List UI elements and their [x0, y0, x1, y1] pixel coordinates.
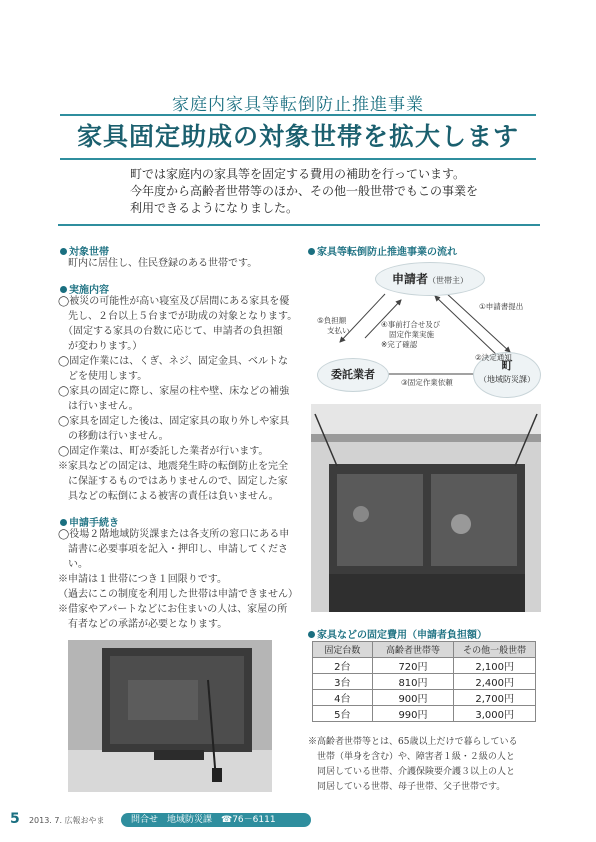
issue-label: 2013. 7. 広報おやま — [28, 816, 105, 825]
text-line: 請書に必要事項を記入・押印し、申請してくださ — [58, 544, 288, 555]
tv-photo — [68, 640, 272, 792]
text-line: 先し、２台以上５台までが助成の対象となります。 — [58, 311, 298, 322]
text-line: の移動は行いません。 — [58, 431, 169, 442]
cabinet-photo — [311, 404, 541, 612]
text-line: ◯役場２階地域防災課または各支所の窓口にある申 — [58, 529, 290, 540]
text-line: 世帯（単身を含む）や、障害者１級・２級の人と — [308, 752, 515, 762]
text-line: ※高齢者世帯等とは、65歳以上だけで暮らしている — [308, 737, 518, 747]
bullet-icon — [60, 519, 67, 526]
table-cell: 900円 — [372, 690, 454, 706]
text-line: ◯家具の固定に際し、家屋の柱や壁、床などの補強 — [58, 386, 290, 397]
step3-label: ③固定作業依頼 — [401, 378, 453, 387]
table-row — [313, 690, 536, 706]
bullet-icon — [308, 631, 315, 638]
apply-text — [58, 527, 298, 632]
apply-heading: 申請手続き — [60, 514, 119, 529]
applicant-node: 申請者（世帯主） — [375, 262, 485, 296]
text-line: ※申請は１世帯につき１回限りです。 — [58, 574, 227, 585]
step2-label: ②決定通知 — [475, 353, 512, 362]
fee-table — [312, 641, 536, 722]
intro-line: 利用できるようになりました。 — [130, 201, 299, 215]
cabinet-illustration — [311, 404, 541, 612]
page-subtitle: 家庭内家具等転倒防止推進事業 — [172, 95, 424, 115]
table-cell: 2,100円 — [454, 658, 536, 674]
table-cell: 3,000円 — [454, 706, 536, 722]
contractor-node: 委託業者 — [317, 358, 389, 392]
table-cell: 990円 — [372, 706, 454, 722]
column-header: 高齢者世帯等 — [372, 642, 454, 658]
text-line: （過去にこの制度を利用した世帯は申請できません） — [58, 589, 298, 600]
tv-illustration — [68, 640, 272, 792]
intro-text — [130, 166, 530, 217]
bullet-icon — [60, 248, 67, 255]
text-line: ※家具などの固定は、地震発生時の転倒防止を完全 — [58, 461, 288, 472]
fee-heading: 家具などの固定費用（申請者負担額） — [308, 626, 487, 641]
table-cell: 2,700円 — [454, 690, 536, 706]
column-header: その他一般世帯 — [454, 642, 536, 658]
table-cell: 2,400円 — [454, 674, 536, 690]
table-row — [313, 706, 536, 722]
text-line: い。 — [58, 559, 88, 570]
content-heading: 実施内容 — [60, 281, 109, 296]
text-line: （固定する家具の台数に応じて、申請者の負担額 — [58, 326, 283, 337]
step5-label: ⑤負担額 支払い — [317, 316, 350, 335]
text-line: 同居している世帯、介護保険要介護３以上の人と — [308, 767, 516, 777]
table-row — [313, 658, 536, 674]
text-line: は行いません。 — [58, 401, 139, 412]
text-line: に保証するものではありませんので、固定した家 — [58, 476, 288, 487]
table-cell: 2台 — [313, 658, 373, 674]
bullet-icon — [308, 248, 315, 255]
text-line: が変わります。） — [58, 341, 143, 352]
table-cell: 3台 — [313, 674, 373, 690]
fee-notes — [308, 735, 517, 795]
table-cell: 720円 — [372, 658, 454, 674]
target-text — [60, 256, 257, 271]
text-line: 町内に居住し、住民登録のある世帯です。 — [68, 258, 258, 269]
target-heading: 対象世帯 — [60, 243, 109, 258]
table-row — [313, 674, 536, 690]
text-line: 有者などの承諾が必要となります。 — [58, 619, 228, 630]
table-cell: 4台 — [313, 690, 373, 706]
text-line: 同居している世帯、母子世帯、父子世帯です。 — [308, 782, 506, 792]
page-title: 家具固定助成の対象世帯を拡大します — [60, 114, 536, 160]
table-cell: 810円 — [372, 674, 454, 690]
content-text — [58, 294, 297, 504]
step1-label: ①申請書提出 — [479, 302, 524, 311]
text-line: ◯固定作業は、町が委託した業者が行います。 — [58, 446, 269, 457]
table-header-row — [313, 642, 536, 658]
contact-bar: 問合せ 地域防災課 ☎76－6111 — [121, 813, 311, 827]
text-line: 具などの転倒による被害の責任は負いません。 — [58, 491, 279, 502]
bullet-icon — [60, 286, 67, 293]
flow-diagram — [305, 258, 545, 408]
column-header: 固定台数 — [313, 642, 373, 658]
text-line: ◯被災の可能性が高い寝室及び居間にある家具を優 — [58, 296, 290, 307]
footer — [10, 811, 105, 827]
table-cell: 5台 — [313, 706, 373, 722]
text-line: ◯固定作業には、くぎ、ネジ、固定金具、ベルトな — [58, 356, 288, 367]
step4-label: ④事前打合せ及び 固定作業実施 ※完了確認 — [381, 320, 441, 349]
title-divider — [58, 224, 540, 226]
text-line: ※借家やアパートなどにお住まいの人は、家屋の所 — [58, 604, 288, 615]
text-line: ◯家具を固定した後は、固定家具の取り外しや家具 — [58, 416, 290, 427]
page-number: 5 — [10, 811, 20, 827]
intro-line: 町では家庭内の家具等を固定する費用の補助を行っています。 — [130, 167, 466, 181]
town-node: 町 （地域防災課） — [473, 352, 541, 398]
flow-heading: 家具等転倒防止推進事業の流れ — [308, 243, 457, 258]
intro-line: 今年度から高齢者世帯等のほか、その他一般世帯でもこの事業を — [130, 184, 479, 198]
text-line: どを使用します。 — [58, 371, 148, 382]
